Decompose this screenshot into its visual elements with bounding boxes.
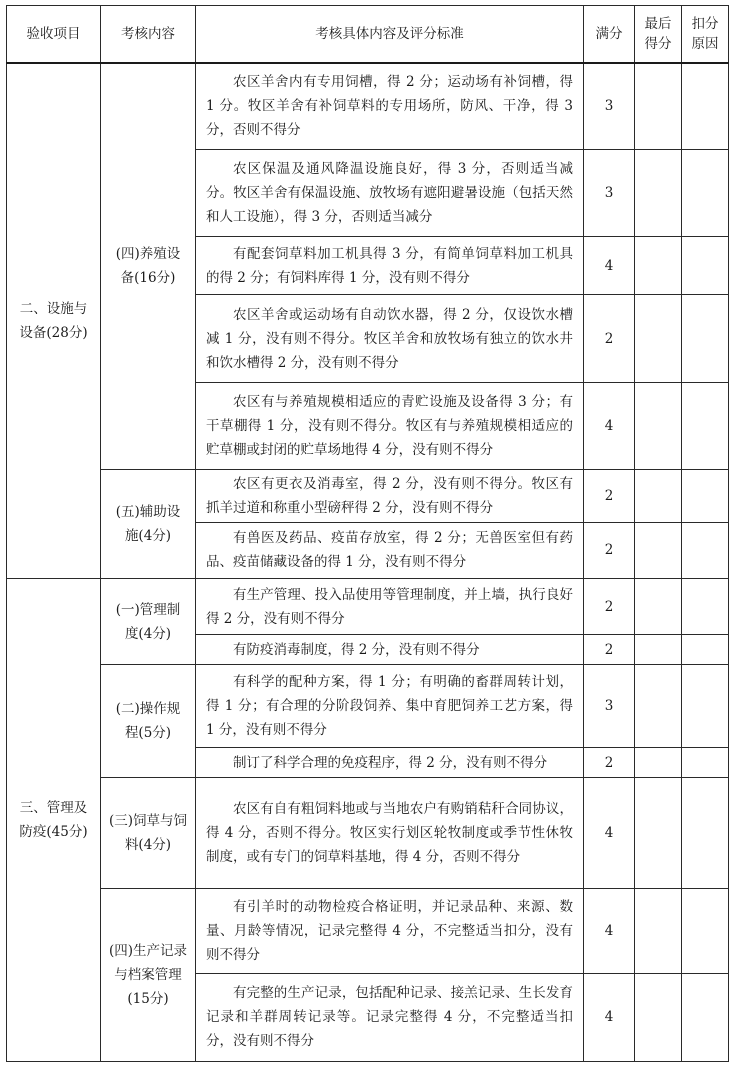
group-cell: (三)饲草与饲料(4分) <box>101 778 196 888</box>
deduction-reason-cell[interactable] <box>682 748 729 778</box>
header-category: 验收项目 <box>7 6 101 63</box>
final-score-cell[interactable] <box>635 150 682 237</box>
deduction-reason-cell[interactable] <box>682 778 729 888</box>
criteria-cell: 农区羊舍或运动场有自动饮水器，得 2 分，仅设饮水槽减 1 分，没有则不得分。牧区羊舍和放牧场有独立的饮水井和饮水槽得 2 分，没有则不得分 <box>196 295 584 382</box>
deduction-reason-cell[interactable] <box>682 63 729 150</box>
full-score-cell: 4 <box>584 888 635 973</box>
criteria-cell: 制订了科学合理的免疫程序，得 2 分，没有则不得分 <box>196 748 584 778</box>
final-score-cell[interactable] <box>635 382 682 469</box>
header-full-score: 满分 <box>584 6 635 63</box>
table-row <box>7 63 729 150</box>
full-score-cell: 2 <box>584 635 635 665</box>
deduction-reason-cell[interactable] <box>682 382 729 469</box>
acceptance-table <box>6 5 729 1062</box>
criteria-cell: 农区羊舍内有专用饲槽，得 2 分；运动场有补饲槽，得 1 分。牧区羊舍有补饲草料的专用场所，防风、干净，得 3 分，否则不得分 <box>196 63 584 150</box>
group-cell: (二)操作规程(5分) <box>101 665 196 778</box>
group-cell: (一)管理制度(4分) <box>101 579 196 665</box>
header-deduction-reason: 扣分原因 <box>682 6 729 63</box>
criteria-cell: 有生产管理、投入品使用等管理制度，并上墙，执行良好得 2 分，没有则不得分 <box>196 579 584 635</box>
header-content: 考核内容 <box>101 6 196 63</box>
header-final-score: 最后得分 <box>635 6 682 63</box>
full-score-cell: 4 <box>584 382 635 469</box>
criteria-cell: 有兽医及药品、疫苗存放室，得 2 分；无兽医室但有药品、疫苗储藏设备的得 1 分，没有则不得分 <box>196 522 584 578</box>
deduction-reason-cell[interactable] <box>682 237 729 295</box>
final-score-cell[interactable] <box>635 469 682 522</box>
criteria-cell: 农区有自有粗饲料地或与当地农户有购销秸秆合同协议，得 4 分，否则不得分。牧区实行划区轮牧制度或季节性休牧制度，或有专门的饲草料基地，得 4 分，否则不得分 <box>196 778 584 888</box>
final-score-cell[interactable] <box>635 973 682 1061</box>
deduction-reason-cell[interactable] <box>682 150 729 237</box>
final-score-cell[interactable] <box>635 579 682 635</box>
deduction-reason-cell[interactable] <box>682 635 729 665</box>
full-score-cell: 3 <box>584 665 635 748</box>
table-row <box>7 888 729 973</box>
criteria-cell: 有防疫消毒制度，得 2 分，没有则不得分 <box>196 635 584 665</box>
group-cell: (四)养殖设备(16分) <box>101 63 196 470</box>
full-score-cell: 2 <box>584 522 635 578</box>
full-score-cell: 2 <box>584 295 635 382</box>
final-score-cell[interactable] <box>635 295 682 382</box>
table-row <box>7 665 729 748</box>
final-score-cell[interactable] <box>635 237 682 295</box>
table-row <box>7 579 729 635</box>
table-row <box>7 469 729 522</box>
criteria-cell: 农区保温及通风降温设施良好，得 3 分，否则适当减分。牧区羊舍有保温设施、放牧场有遮阳避暑设施（包括天然和人工设施），得 3 分，否则适当减分 <box>196 150 584 237</box>
deduction-reason-cell[interactable] <box>682 973 729 1061</box>
final-score-cell[interactable] <box>635 635 682 665</box>
deduction-reason-cell[interactable] <box>682 469 729 522</box>
criteria-cell: 有科学的配种方案，得 1 分；有明确的畜群周转计划，得 1 分；有合理的分阶段饲养、集中育肥饲养工艺方案，得 1 分，没有则不得分 <box>196 665 584 748</box>
deduction-reason-cell[interactable] <box>682 522 729 578</box>
deduction-reason-cell[interactable] <box>682 665 729 748</box>
category-cell: 二、设施与设备(28分) <box>7 63 101 579</box>
full-score-cell: 4 <box>584 973 635 1061</box>
deduction-reason-cell[interactable] <box>682 579 729 635</box>
criteria-cell: 有完整的生产记录，包括配种记录、接羔记录、生长发育记录和羊群周转记录等。记录完整得 4 分，不完整适当扣分，没有则不得分 <box>196 973 584 1061</box>
deduction-reason-cell[interactable] <box>682 295 729 382</box>
criteria-cell: 有配套饲草料加工机具得 3 分，有简单饲草料加工机具的得 2 分；有饲料库得 1 分，没有则不得分 <box>196 237 584 295</box>
final-score-cell[interactable] <box>635 748 682 778</box>
final-score-cell[interactable] <box>635 778 682 888</box>
table-row <box>7 778 729 888</box>
deduction-reason-cell[interactable] <box>682 888 729 973</box>
header-row <box>7 6 729 63</box>
full-score-cell: 2 <box>584 469 635 522</box>
criteria-cell: 农区有更衣及消毒室，得 2 分，没有则不得分。牧区有抓羊过道和称重小型磅秤得 2 分，没有则不得分 <box>196 469 584 522</box>
final-score-cell[interactable] <box>635 888 682 973</box>
full-score-cell: 2 <box>584 579 635 635</box>
full-score-cell: 2 <box>584 748 635 778</box>
full-score-cell: 4 <box>584 237 635 295</box>
header-criteria: 考核具体内容及评分标准 <box>196 6 584 63</box>
full-score-cell: 4 <box>584 778 635 888</box>
category-cell: 三、管理及防疫(45分) <box>7 579 101 1062</box>
final-score-cell[interactable] <box>635 665 682 748</box>
full-score-cell: 3 <box>584 150 635 237</box>
criteria-cell: 农区有与养殖规模相适应的青贮设施及设备得 3 分；有干草棚得 1 分，没有则不得分。牧区有与养殖规模相适应的贮草棚或封闭的贮草场地得 4 分，没有则不得分 <box>196 382 584 469</box>
group-cell: (四)生产记录与档案管理(15分) <box>101 888 196 1061</box>
group-cell: (五)辅助设施(4分) <box>101 469 196 578</box>
final-score-cell[interactable] <box>635 522 682 578</box>
criteria-cell: 有引羊时的动物检疫合格证明，并记录品种、来源、数量、月龄等情况，记录完整得 4 分，不完整适当扣分，没有则不得分 <box>196 888 584 973</box>
full-score-cell: 3 <box>584 63 635 150</box>
final-score-cell[interactable] <box>635 63 682 150</box>
